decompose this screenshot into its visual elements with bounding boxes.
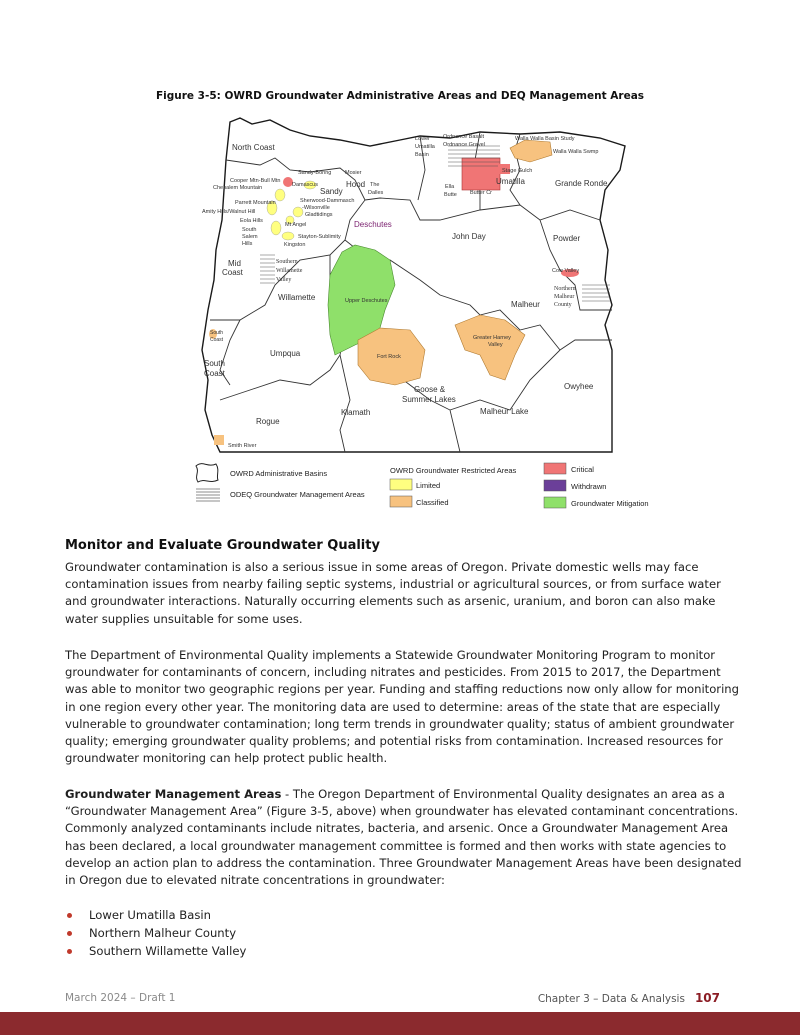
svg-text:Salem: Salem: [242, 234, 258, 240]
svg-text:Deschutes: Deschutes: [354, 220, 392, 229]
label-north-coast: North Coast: [232, 143, 275, 152]
svg-text:Ella: Ella: [445, 184, 455, 190]
gma-list: [65, 906, 246, 960]
svg-text:Goose &: Goose &: [414, 385, 446, 394]
map-legend: [196, 463, 649, 508]
oregon-groundwater-map: [180, 110, 660, 515]
svg-text:Sandy-Boring: Sandy-Boring: [298, 170, 332, 176]
svg-text:Hood: Hood: [346, 180, 366, 189]
svg-text:Coast: Coast: [210, 337, 224, 343]
legend-classified-swatch: [390, 496, 412, 507]
svg-text:Valley: Valley: [276, 277, 292, 283]
chapter-label: Chapter 3 – Data & Analysis: [537, 993, 685, 1005]
svg-text:South: South: [210, 330, 224, 336]
legend-odeq: ODEQ Groundwater Management Areas: [230, 490, 365, 499]
svg-text:Southern: Southern: [276, 259, 298, 265]
legend-mitigation: Groundwater Mitigation: [571, 499, 649, 508]
umatilla-critical-area: [462, 158, 500, 190]
svg-text:John Day: John Day: [452, 232, 486, 241]
svg-text:Umpqua: Umpqua: [270, 349, 301, 358]
svg-text:Amity Hills/Walnut Hill: Amity Hills/Walnut Hill: [202, 209, 256, 215]
gma-body: - The Oregon Department of Environmental Quality designates an area as a “Groundwater Management Area” (Figure 3-5, above) when groundwater has elevated contaminant concentrations. Commonly analyzed contaminants include nitrates, bacteria, and arsenic. Once a Groundwater Management Area has been declared, a local groundwater management committee is formed and then works with state agencies to develop an action plan to address the contamination. Three Groundwater Management Areas have been designated in Oregon due to elevated nitrate concentrations in groundwater:: [65, 787, 742, 888]
legend-classified: Classified: [416, 498, 449, 507]
svg-text:Chehalem Mountain: Chehalem Mountain: [213, 185, 263, 191]
svg-text:Dalles: Dalles: [368, 190, 384, 196]
legend-limited-swatch: [390, 479, 412, 490]
svg-text:Mt Angel: Mt Angel: [285, 222, 307, 228]
svg-text:Gladtidings: Gladtidings: [305, 212, 333, 218]
footer-date: March 2024 – Draft 1: [65, 992, 176, 1004]
svg-text:Coast: Coast: [222, 268, 243, 277]
legend-withdrawn-swatch: [544, 480, 566, 491]
footer-bar: [0, 1012, 800, 1035]
legend-critical-swatch: [544, 463, 566, 474]
svg-text:Umatilla: Umatilla: [496, 177, 525, 186]
legend-owrd-admin: OWRD Administrative Basins: [230, 469, 328, 478]
section-heading: Monitor and Evaluate Groundwater Quality: [65, 538, 380, 553]
svg-text:Klamath: Klamath: [341, 408, 371, 417]
svg-text:Ordnance Gravel: Ordnance Gravel: [443, 142, 485, 148]
list-item: Southern Willamette Valley: [65, 942, 246, 960]
svg-text:Butter Cr: Butter Cr: [470, 190, 493, 196]
svg-text:Mosier: Mosier: [345, 170, 362, 176]
paragraph-monitoring-program: The Department of Environmental Quality implements a Statewide Groundwater Monitoring Program to monitor groundwater for contaminants of concern, including nitrates and pesticides. From 2015 to 2017, the Department was able to monitor two geographic regions per year. Funding and staffing reductions now only allow for monitoring in one region every other year. The monitoring data are used to determine: areas of the state that are especially vulnerable to groundwater contamination; long term trends in groundwater quality; status of ambient groundwater quality; emerging groundwater quality problems; and potential risks from contamination. Increased resources for groundwater monitoring can help protect public health.: [65, 648, 739, 766]
svg-text:Sherwood-Dammasch: Sherwood-Dammasch: [300, 198, 355, 204]
svg-text:Upper Deschutes: Upper Deschutes: [345, 298, 388, 304]
svg-text:Coast: Coast: [204, 369, 225, 378]
paragraph-gma: [65, 786, 745, 889]
svg-text:Walla Walla Swmp: Walla Walla Swmp: [553, 149, 599, 155]
svg-text:Damascus: Damascus: [292, 182, 318, 188]
svg-text:Malheur Lake: Malheur Lake: [480, 407, 529, 416]
footer-chapter: [538, 991, 720, 1005]
legend-critical: Critical: [571, 465, 594, 474]
svg-text:Rogue: Rogue: [256, 417, 280, 426]
svg-text:Malheur: Malheur: [511, 300, 540, 309]
svg-text:County: County: [554, 302, 572, 308]
paragraph-contamination: Groundwater contamination is also a serious issue in some areas of Oregon. Private domestic wells may face contamination issues from nearby failing septic systems, industrial or agricultural sources, or from surface water and groundwater interactions. Naturally occurring elements such as arsenic, uranium, and boron can also make water supplies unsuitable for some uses.: [65, 560, 721, 626]
svg-text:South: South: [204, 359, 225, 368]
svg-text:Kingston: Kingston: [284, 242, 306, 248]
legend-limited: Limited: [416, 481, 441, 490]
list-item: Lower Umatilla Basin: [65, 906, 246, 924]
svg-text:Willamette: Willamette: [278, 293, 316, 302]
svg-text:Eola Hills: Eola Hills: [240, 218, 263, 224]
svg-text:-Wilsonville: -Wilsonville: [302, 205, 330, 211]
svg-text:Sandy: Sandy: [320, 187, 343, 196]
svg-text:Willamette: Willamette: [276, 268, 303, 274]
svg-text:Northern: Northern: [554, 286, 576, 292]
gma-lead: Groundwater Management Areas: [65, 787, 282, 801]
svg-text:Mid: Mid: [228, 259, 241, 268]
list-item: Northern Malheur County: [65, 924, 246, 942]
svg-text:Butte: Butte: [444, 192, 457, 198]
svg-text:Summer Lakes: Summer Lakes: [402, 395, 456, 404]
svg-text:Stage Gulch: Stage Gulch: [502, 168, 533, 174]
svg-text:Malheur: Malheur: [554, 294, 575, 300]
svg-text:Smith River: Smith River: [228, 443, 257, 449]
svg-text:Greater Harney: Greater Harney: [473, 335, 511, 341]
figure-caption: Figure 3-5: OWRD Groundwater Administrative Areas and DEQ Management Areas: [155, 90, 645, 102]
svg-text:Owyhee: Owyhee: [564, 382, 594, 391]
svg-text:Ordnance Basalt: Ordnance Basalt: [443, 134, 484, 140]
svg-text:Grande Ronde: Grande Ronde: [555, 179, 608, 188]
legend-mitigation-swatch: [544, 497, 566, 508]
legend-withdrawn: Withdrawn: [571, 482, 607, 491]
admin-basin-legend-icon: [196, 464, 218, 482]
legend-restricted-title: OWRD Groundwater Restricted Areas: [390, 466, 517, 475]
svg-text:South: South: [242, 227, 257, 233]
svg-text:Powder: Powder: [553, 234, 581, 243]
svg-text:Cooper Mtn-Bull Mtn: Cooper Mtn-Bull Mtn: [230, 178, 281, 184]
svg-text:The: The: [370, 182, 380, 188]
svg-text:Umatilla: Umatilla: [415, 144, 435, 150]
svg-text:Hills: Hills: [242, 241, 253, 247]
page-number: 107: [694, 991, 720, 1005]
svg-text:Cow Valley: Cow Valley: [552, 268, 580, 274]
svg-text:Valley: Valley: [488, 342, 503, 348]
svg-text:Stayton-Sublimity: Stayton-Sublimity: [298, 234, 341, 240]
svg-text:Walla Walla Basin Study: Walla Walla Basin Study: [515, 136, 575, 142]
svg-text:Fort Rock: Fort Rock: [377, 354, 401, 360]
svg-text:Parrett Mountain: Parrett Mountain: [235, 200, 276, 206]
svg-text:Basin: Basin: [415, 152, 429, 158]
svg-text:Lower: Lower: [415, 136, 430, 142]
odeq-legend-icon: [196, 489, 220, 501]
